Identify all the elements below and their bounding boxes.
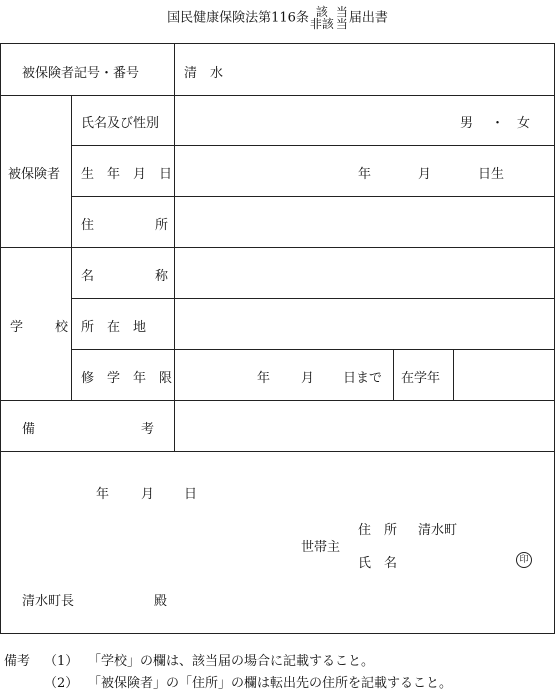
school-location-label: 所 在 地 [81, 320, 147, 335]
rule [0, 400, 555, 401]
title-suffix: 届出書 [348, 10, 388, 26]
school-group-label-2: 校 [55, 320, 69, 335]
date-month-unit: 月 [141, 487, 155, 502]
rule-col [393, 349, 394, 401]
name-gender-label: 氏名及び性別 [81, 116, 160, 131]
birth-date-label: 生 年 月 日 [81, 167, 173, 182]
gender-male[interactable]: 男 [460, 116, 474, 131]
title-stack-right [336, 6, 348, 30]
form-title [0, 6, 555, 30]
title-prefix: 国民健康保険法第116条 [167, 10, 309, 26]
term-month-unit: 月 [301, 371, 315, 386]
insured-number-field[interactable]: 清 水 [184, 66, 224, 81]
householder-address-value[interactable]: 清水町 [418, 523, 458, 538]
householder-address-label: 住 所 [358, 523, 398, 538]
school-name-label-1: 名 [81, 269, 95, 284]
school-group-label-1: 学 [10, 320, 24, 335]
householder-label: 世帯主 [301, 540, 341, 555]
remarks-label-1: 備 [22, 422, 36, 437]
note-1-text: 「学校」の欄は、該当届の場合に記載すること。 [88, 654, 375, 669]
term-day-unit: 日まで [343, 371, 383, 386]
date-day-unit: 日 [184, 487, 198, 502]
rule-col [174, 43, 175, 452]
date-year-unit: 年 [96, 487, 110, 502]
remarks-field[interactable] [176, 402, 552, 449]
gender-separator: ・ [491, 116, 505, 131]
term-year-unit: 年 [257, 371, 271, 386]
birth-year-unit: 年 [358, 167, 372, 182]
gender-female[interactable]: 女 [517, 116, 531, 131]
title-stack-left [310, 6, 334, 30]
title-stack-left-top: 該 [315, 5, 328, 19]
householder-name-label: 氏 名 [358, 556, 398, 571]
address-label-2: 所 [155, 218, 169, 233]
insured-number-label: 被保険者記号・番号 [22, 66, 140, 81]
rule-left [0, 43, 1, 634]
rule [0, 95, 555, 96]
insured-group-label: 被保険者 [8, 167, 61, 182]
enrolled-years-field[interactable] [455, 351, 552, 398]
remarks-label-2: 考 [141, 422, 155, 437]
rule-col [453, 349, 454, 401]
rule [0, 247, 555, 248]
address-field[interactable] [176, 198, 552, 245]
mayor-label: 清水町長 [22, 594, 75, 609]
rule-col [71, 95, 72, 401]
rule [71, 196, 555, 197]
birth-day-unit: 日生 [478, 167, 505, 182]
note-1-number: （1） [44, 654, 79, 669]
enrolled-years-label: 在学年 [401, 371, 441, 386]
school-name-field[interactable] [176, 249, 552, 296]
rule [71, 145, 555, 146]
honorific-label: 殿 [154, 594, 168, 609]
school-location-field[interactable] [176, 300, 552, 347]
rule [71, 298, 555, 299]
title-stack-right-bottom: 当 [335, 17, 348, 31]
rule [71, 349, 555, 350]
note-2-text: 「被保険者」の「住所」の欄は転出先の住所を記載すること。 [88, 676, 453, 691]
seal-mark: 印 [516, 552, 532, 568]
rule-bottom [0, 633, 555, 634]
school-name-label-2: 称 [155, 269, 169, 284]
birth-month-unit: 月 [418, 167, 432, 182]
study-term-label: 修 学 年 限 [81, 371, 173, 386]
address-label-1: 住 [81, 218, 95, 233]
note-2-number: （2） [44, 676, 79, 691]
rule-top [0, 43, 555, 44]
title-stack-left-bottom: 非該 [309, 17, 334, 31]
rule [0, 451, 555, 452]
notes-label: 備考 [4, 654, 31, 669]
title-stack-right-top: 当 [335, 5, 348, 19]
